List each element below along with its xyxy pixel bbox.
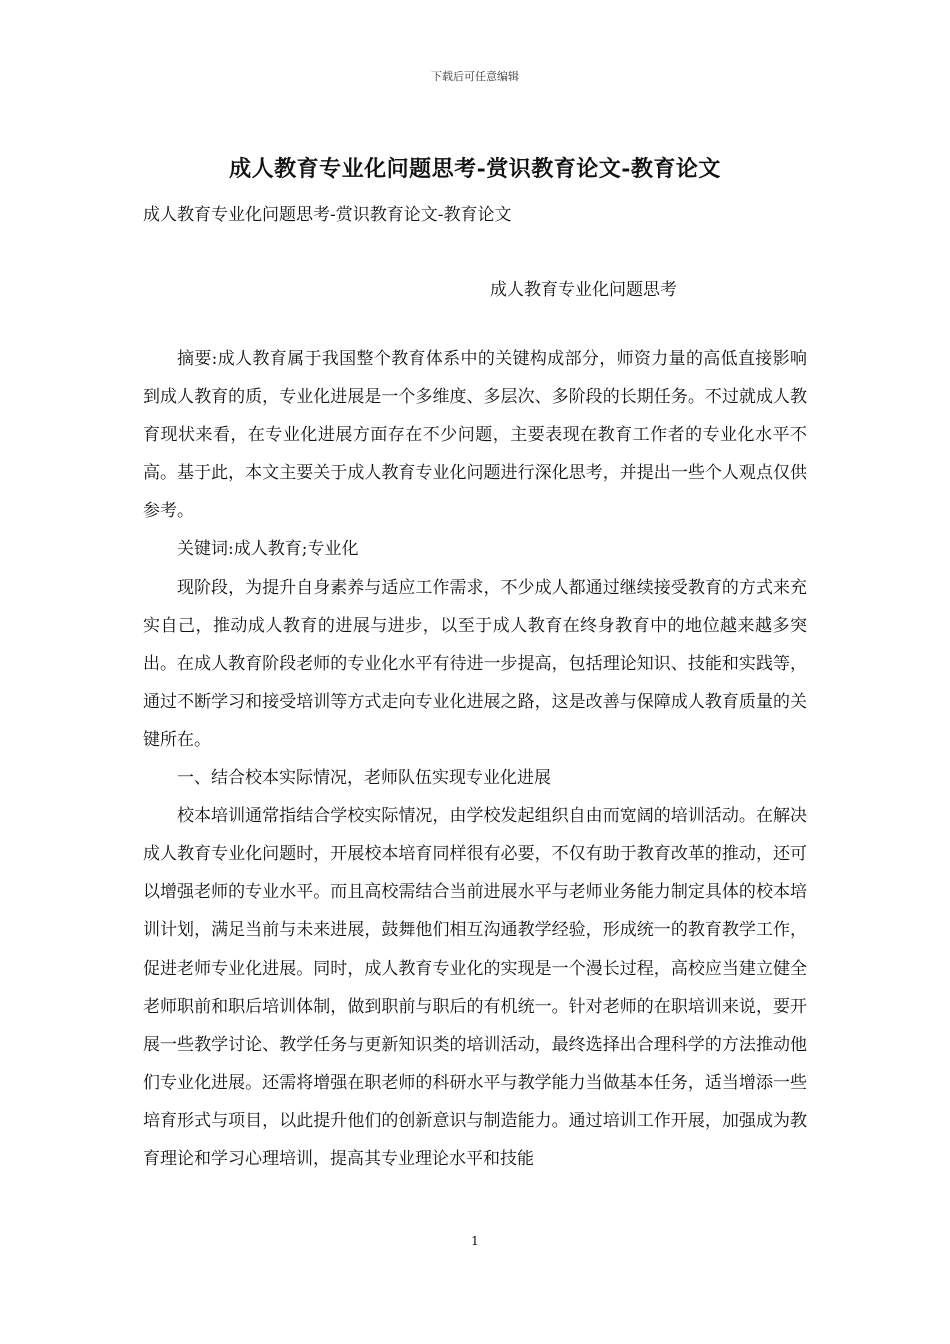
- intro-paragraph: 现阶段，为提升自身素养与适应工作需求，不少成人都通过继续接受教育的方式来充实自己，推动成人教育的进展与进步，以至于成人教育在终身教育中的地位越来越多突出。在成人教育阶段老师的专业化水平有待进一步提高，包括理论知识、技能和实践等，通过不断学习和接受培训等方式走向专业化进展之路，这是改善与保障成人教育质量的关键所在。: [143, 577, 807, 750]
- section-1-paragraph: 校本培训通常指结合学校实际情况，由学校发起组织自由而宽阔的培训活动。在解决成人教育专业化问题时，开展校本培育同样很有必要，不仅有助于教育改革的推动，还可以增强老师的专业水平。而且高校需结合当前进展水平与老师业务能力制定具体的校本培训计划，满足当前与未来进展，鼓舞他们相互沟通教学经验，形成统一的教育教学工作，促进老师专业化进展。同时，成人教育专业化的实现是一个漫长过程，高校应当建立健全老师职前和职后培训体制，做到职前与职后的有机统一。针对老师的在职培训来说，要开展一些教学讨论、教学任务与更新知识类的培训活动，最终选择出合理科学的方法推动他们专业化进展。还需将增强在职老师的科研水平与教学能力当做基本任务，适当增添一些培育形式与项目，以此提升他们的创新意识与制造能力。通过培训工作开展，加强成为教育理论和学习心理培训，提高其专业理论水平和技能: [143, 806, 807, 1169]
- document-subtitle: 成人教育专业化问题思考-赏识教育论文-教育论文: [143, 205, 512, 225]
- abstract-paragraph: 摘要:成人教育属于我国整个教育体系中的关键构成部分，师资力量的高低直接影响到成人教育的质，专业化进展是一个多维度、多层次、多阶段的长期任务。不过就成人教育现状来看，在专业化进展方面存在不少问题，主要表现在教育工作者的专业化水平不高。基于此，本文主要关于成人教育专业化问题进行深化思考，并提出一些个人观点仅供参考。: [143, 349, 807, 522]
- document-title: 成人教育专业化问题思考-赏识教育论文-教育论文: [229, 156, 721, 182]
- section-title: 成人教育专业化问题思考: [490, 280, 677, 300]
- body-text: [143, 340, 807, 1178]
- header-note: 下载后可任意编辑: [431, 70, 519, 83]
- keywords-paragraph: 关键词:成人教育;专业化: [177, 539, 359, 560]
- section-heading-1: 一、结合校本实际情况，老师队伍实现专业化进展: [177, 768, 551, 789]
- page-number: 1: [471, 1234, 479, 1248]
